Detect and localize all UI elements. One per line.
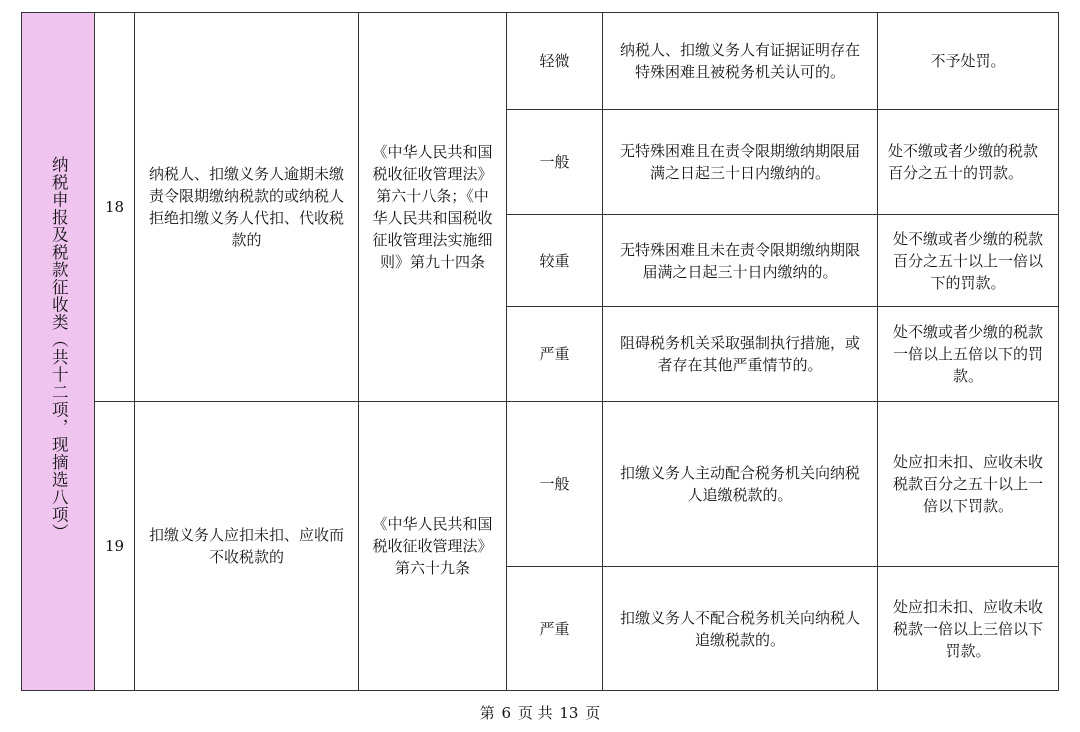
legal-basis: 《中华人民共和国税收征收管理法》第六十八条；《中华人民共和国税收征收管理法实施细则》第九十四条 (359, 13, 507, 402)
severity-level: 较重 (507, 215, 603, 307)
footer-suffix: 页 (585, 704, 601, 722)
footer-prefix: 第 (479, 704, 495, 722)
penalty-standard: 处不缴或者少缴的税款百分之五十的罚款。 (878, 110, 1059, 215)
penalty-standard: 处不缴或者少缴的税款百分之五十以上一倍以下的罚款。 (878, 215, 1059, 307)
violation-description: 纳税人、扣缴义务人逾期未缴责令限期缴纳税款的或纳税人拒绝扣缴义务人代扣、代收税款的 (135, 13, 359, 402)
violation-description: 扣缴义务人应扣未扣、应收而不收税款的 (135, 402, 359, 691)
severity-level: 严重 (507, 307, 603, 402)
category-cell (22, 13, 95, 691)
footer-middle: 页 共 (517, 704, 553, 722)
penalty-standards-table (21, 12, 1059, 691)
violation-condition: 无特殊困难且在责令限期缴纳期限届满之日起三十日内缴纳的。 (603, 110, 878, 215)
legal-basis: 《中华人民共和国税收征收管理法》第六十九条 (359, 402, 507, 691)
violation-condition: 无特殊困难且未在责令限期缴纳期限届满之日起三十日内缴纳的。 (603, 215, 878, 307)
penalty-standard: 不予处罚。 (878, 13, 1059, 110)
violation-condition: 扣缴义务人主动配合税务机关向纳税人追缴税款的。 (603, 402, 878, 567)
severity-level: 一般 (507, 110, 603, 215)
current-page-number: 6 (501, 704, 512, 722)
penalty-standard: 处应扣未扣、应收未收税款一倍以上三倍以下罚款。 (878, 567, 1059, 691)
page-footer (0, 702, 1080, 723)
violation-condition: 纳税人、扣缴义务人有证据证明存在特殊困难且被税务机关认可的。 (603, 13, 878, 110)
category-label: 纳税申报及税款征收类（共十二项，现摘选八项） (49, 156, 69, 541)
total-page-count: 13 (559, 704, 579, 722)
table-row (22, 402, 1059, 567)
severity-level: 一般 (507, 402, 603, 567)
severity-level: 严重 (507, 567, 603, 691)
penalty-standard: 处应扣未扣、应收未收税款百分之五十以上一倍以下罚款。 (878, 402, 1059, 567)
table-row (22, 13, 1059, 110)
violation-condition: 扣缴义务人不配合税务机关向纳税人追缴税款的。 (603, 567, 878, 691)
penalty-standard: 处不缴或者少缴的税款一倍以上五倍以下的罚款。 (878, 307, 1059, 402)
item-number: 18 (95, 13, 135, 402)
item-number: 19 (95, 402, 135, 691)
violation-condition: 阻碍税务机关采取强制执行措施，或者存在其他严重情节的。 (603, 307, 878, 402)
severity-level: 轻微 (507, 13, 603, 110)
